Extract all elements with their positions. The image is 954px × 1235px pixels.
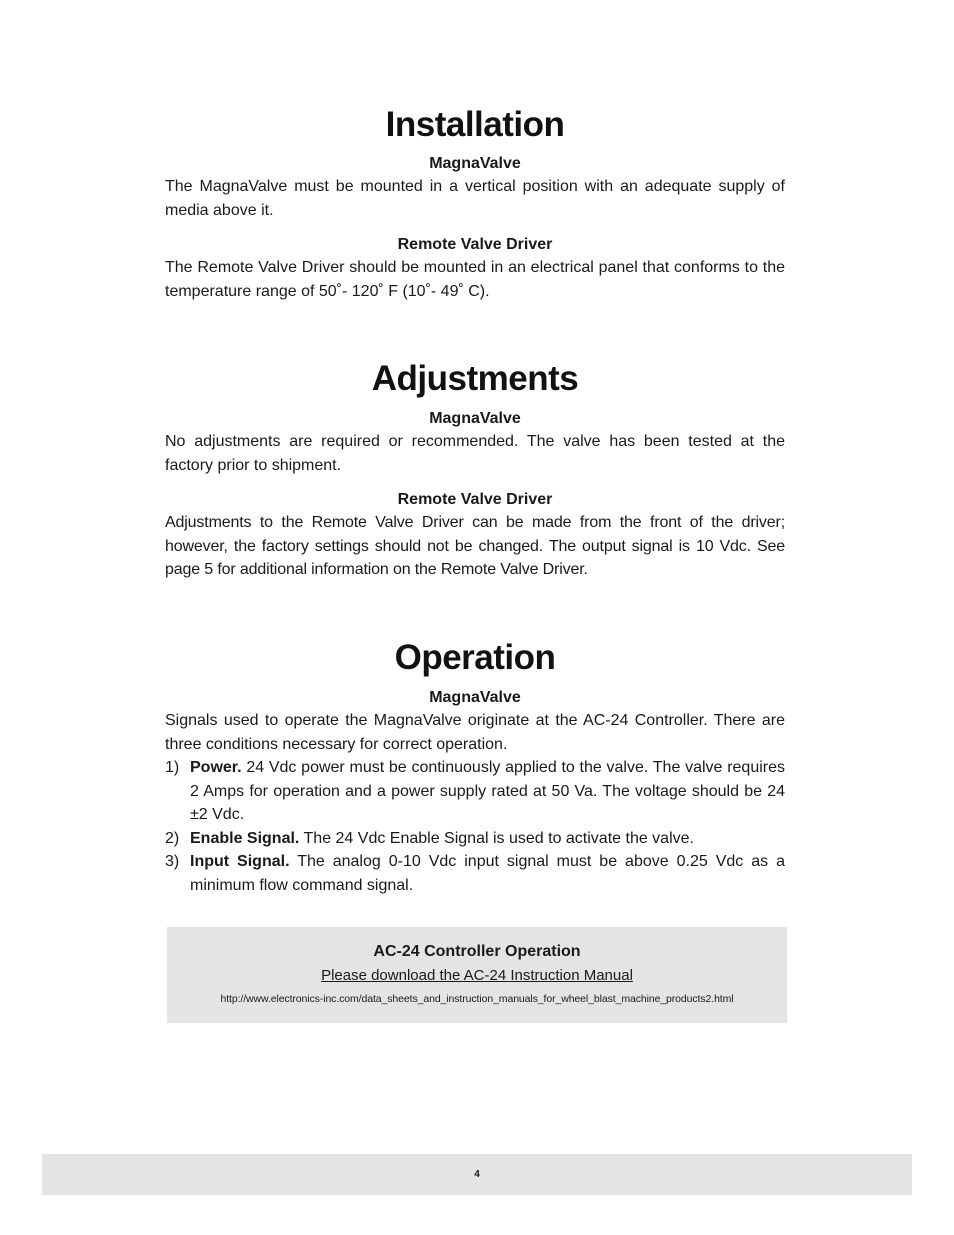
list-item-body xyxy=(190,827,785,851)
installation-title: Installation xyxy=(385,105,565,144)
adjustments-magnavalve-text: No adjustments are required or recommended. The valve has been tested at the factory prior to shipment. xyxy=(165,433,785,474)
list-item-label: Input Signal. xyxy=(190,853,290,870)
list-item-text: The analog 0-10 Vdc input signal must be above 0.25 Vdc as a minimum flow command signal. xyxy=(190,853,785,894)
installation-driver-heading: Remote Valve Driver xyxy=(397,236,553,253)
installation-section xyxy=(165,105,785,303)
callout-title: AC-24 Controller Operation xyxy=(373,943,581,960)
operation-title: Operation xyxy=(394,638,556,677)
list-item-text: The 24 Vdc Enable Signal is used to activate the valve. xyxy=(299,829,694,847)
operation-intro-text: Signals used to operate the MagnaValve originate at the AC-24 Controller. There are three conditions necessary for correct operation. xyxy=(165,712,785,753)
operation-section xyxy=(165,638,785,897)
operation-conditions-list xyxy=(165,756,785,897)
list-item-text: 24 Vdc power must be continuously applied to the valve. The valve requires 2 Amps for operation and a power supply rated at 50 Va. The voltage should be 24 ±2 Vdc. xyxy=(190,759,785,823)
list-item-number: 1) xyxy=(165,759,180,776)
list-item-body xyxy=(190,850,785,897)
ac24-callout-box xyxy=(167,927,787,1023)
operation-magnavalve-heading: MagnaValve xyxy=(429,689,521,706)
list-item-number: 2) xyxy=(165,829,180,847)
adjustments-driver-heading: Remote Valve Driver xyxy=(397,491,553,508)
adjustments-driver-text: Adjustments to the Remote Valve Driver can be made from the front of the driver; however, the factory settings should not be changed. The output signal is 10 Vdc. See page 5 for additional information on the Remote Valve Driver. xyxy=(165,514,785,578)
adjustments-magnavalve-heading: MagnaValve xyxy=(429,410,521,427)
installation-driver-text: The Remote Valve Driver should be mounted in an electrical panel that conforms to the temperature range of 50˚- 120˚ F (10˚- 49˚ C). xyxy=(165,259,785,300)
page-footer xyxy=(42,1154,912,1195)
adjustments-title: Adjustments xyxy=(371,359,579,398)
list-item-body xyxy=(190,756,785,827)
list-item xyxy=(165,850,785,897)
manual-url-link[interactable]: http://www.electronics-inc.com/data_sheets_and_instruction_manuals_for_wheel_blast_machine_products2.html xyxy=(220,993,734,1005)
download-manual-link[interactable]: Please download the AC-24 Instruction Manual xyxy=(321,967,633,984)
list-item xyxy=(165,756,785,827)
installation-magnavalve-heading: MagnaValve xyxy=(429,155,521,172)
list-item-label: Enable Signal. xyxy=(190,829,300,847)
list-item-number: 3) xyxy=(165,853,180,870)
list-item-label: Power. xyxy=(190,759,242,776)
page-number: 4 xyxy=(474,1169,480,1180)
installation-magnavalve-text: The MagnaValve must be mounted in a vertical position with an adequate supply of media above it. xyxy=(165,178,785,219)
list-item xyxy=(165,827,785,851)
adjustments-section xyxy=(165,359,785,582)
